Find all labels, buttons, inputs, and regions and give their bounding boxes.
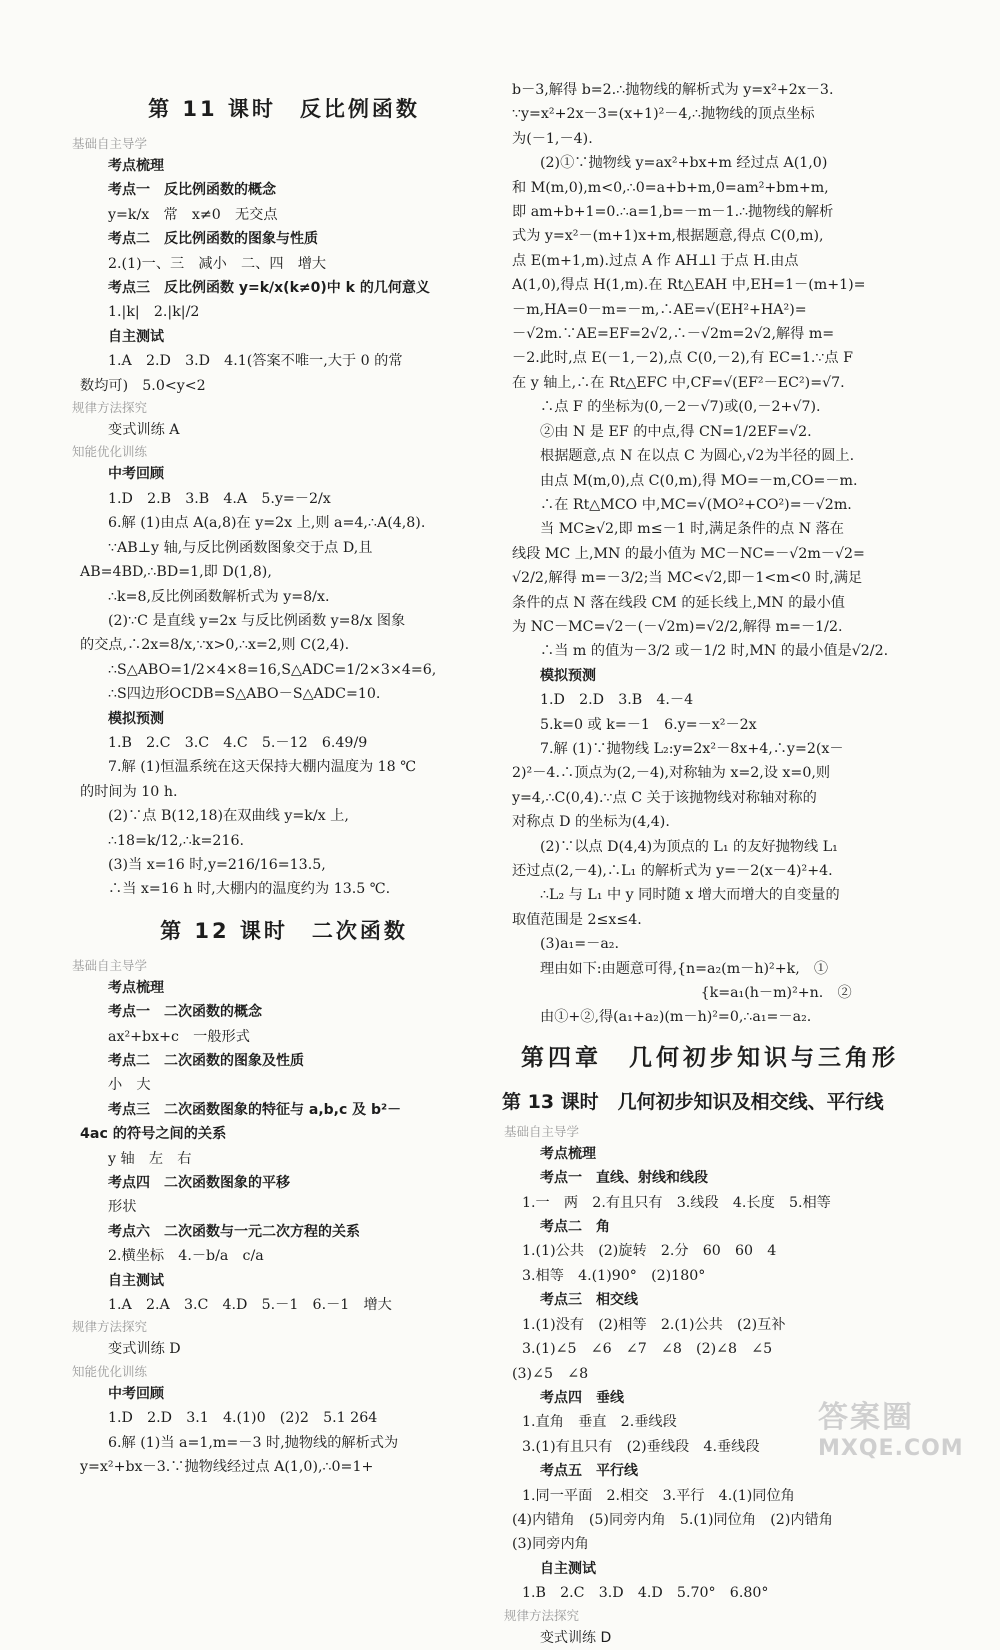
solution-line: ∵AB⊥y 轴,与反比例函数图象交于点 D,且 [108, 539, 373, 556]
solution-line: 当 MC≥√2,即 m≤－1 时,满足条件的点 N 落在 [540, 521, 844, 538]
solution-line: 为(－1,－4). [512, 130, 593, 147]
section-label: 规律方法探究 [72, 1319, 148, 1335]
answer-line: 1.一 两 2.有且只有 3.线段 4.长度 5.相等 [522, 1194, 831, 1211]
solution-line: 在 y 轴上,∴在 Rt△EFC 中,CF=√(EF²－EC²)=√7. [512, 374, 845, 391]
answer-line: 1.D 2.D 3.B 4.－4 [540, 692, 694, 709]
watermark-logo [818, 1392, 968, 1462]
solution-line: AB=4BD,∴BD=1,即 D(1,8), [80, 564, 272, 581]
heading: 考点五 平行线 [540, 1463, 638, 1480]
answer-line: 1.|k| 2.|k|/2 [108, 304, 200, 321]
lesson-11-title: 第 11 课时 反比例函数 [148, 97, 420, 121]
solution-line: 2)²－4.∴顶点为(2,－4),对称轴为 x=2,设 x=0,则 [512, 765, 831, 782]
solution-line: (3)a₁=－a₂. [540, 936, 619, 953]
section-label: 知能优化训练 [72, 1363, 148, 1379]
solution-line: ∴S四边形OCDB=S△ABO－S△ADC=10. [108, 686, 381, 703]
solution-line: ∴L₂ 与 L₁ 中 y 同时随 x 增大而增大的自变量的 [540, 887, 840, 904]
answer-line: 变式训练 D [540, 1629, 612, 1646]
solution-line: －2.此时,点 E(－1,－2),点 C(0,－2),有 EC=1.∵点 F [512, 350, 853, 367]
heading: 考点一 直线、射线和线段 [540, 1170, 708, 1187]
heading: 中考回顾 [108, 1385, 164, 1402]
left-column [72, 80, 488, 1480]
solution-line: 还过点(2,－4),∴L₁ 的解析式为 y=－2(x－4)²+4. [512, 863, 833, 879]
solution-line: (3)当 x=16 时,y=216/16=13.5, [108, 856, 326, 873]
solution-line: 点 E(m+1,m).过点 A 作 AH⊥l 于点 H.由点 [512, 252, 799, 269]
solution-line: y=x²+bx－3.∵抛物线经过点 A(1,0),∴0=1+ [80, 1459, 374, 1476]
answer-line: 2.横坐标 4.－b/a c/a [108, 1248, 264, 1265]
solution-line: √2/2,解得 m=－3/2;当 MC<√2,即－1<m<0 时,满足 [512, 570, 863, 587]
heading: 考点二 二次函数的图象及性质 [108, 1053, 304, 1069]
solution-line: ∴点 F 的坐标为(0,－2－√7)或(0,－2+√7). [540, 399, 821, 416]
solution-line: 式为 y=x²－(m+1)x+m,根据题意,得点 C(0,m), [512, 228, 824, 245]
solution-line: 7.解 (1)恒温系统在这天保持大棚内温度为 18 ℃ [108, 759, 417, 776]
answer-line: 变式训练 D [108, 1341, 181, 1358]
section-label: 规律方法探究 [504, 1607, 580, 1623]
heading: 模拟预测 [108, 710, 164, 727]
solution-line: y=4,∴C(0,4).∵点 C 关于该抛物线对称轴对称的 [512, 789, 817, 806]
solution-line: 即 am+b+1=0.∴a=1,b=－m－1.∴抛物线的解析 [512, 204, 834, 221]
solution-line: b－3,解得 b=2.∴抛物线的解析式为 y=x²+2x－3. [512, 82, 834, 98]
solution-line: 和 M(m,0),m<0,∴0=a+b+m,0=am²+bm+m, [512, 179, 829, 196]
answer-line: 小 大 [108, 1077, 151, 1094]
answer-line: 1.(1)没有 (2)相等 2.(1)公共 (2)互补 [522, 1316, 786, 1333]
solution-line: 对称点 D 的坐标为(4,4). [512, 814, 670, 831]
answer-line: 2.(1)一、三 减小 二、四 增大 [108, 255, 327, 272]
answer-line: y=k/x 常 x≠0 无交点 [108, 206, 278, 223]
heading: 考点六 二次函数与一元二次方程的关系 [108, 1223, 360, 1240]
answer-line: 3.相等 4.(1)90° (2)180° [522, 1267, 706, 1284]
answer-line: 变式训练 A [108, 422, 180, 439]
section-label: 基础自主导学 [72, 136, 148, 151]
solution-line: ∴18=k/12,∴k=216. [108, 832, 245, 849]
solution-line: (2)∵以点 D(4,4)为顶点的 L₁ 的友好抛物线 L₁ [540, 838, 838, 855]
answer-line: (4)内错角 (5)同旁内角 5.(1)同位角 (2)内错角 [512, 1511, 833, 1528]
heading: 模拟预测 [540, 667, 596, 684]
heading: 4ac 的符号之间的关系 [80, 1126, 227, 1143]
watermark-url: MXQE.COM [818, 1436, 964, 1461]
lesson-13-title: 第 13 课时 几何初步知识及相交线、平行线 [502, 1090, 884, 1113]
heading: 考点三 反比例函数 y=k/x(k≠0)中 k 的几何意义 [108, 280, 430, 297]
section-label: 基础自主导学 [504, 1123, 580, 1139]
answer-line: (3)同旁内角 [512, 1536, 589, 1553]
heading: 考点二 反比例函数的图象与性质 [108, 231, 318, 248]
answer-line: 1.D 2.B 3.B 4.A 5.y=－2/x [108, 490, 331, 507]
solution-line: 为 NC－MC=√2－(－√2m)=√2/2,解得 m=－1/2. [512, 618, 843, 635]
solution-line: (2)①∵抛物线 y=ax²+bx+m 经过点 A(1,0) [540, 155, 828, 172]
solution-line: ∴当 m 的值为－3/2 或－1/2 时,MN 的最小值是√2/2. [540, 643, 889, 660]
solution-line: 的时间为 10 h. [80, 783, 178, 800]
answer-line: ax²+bx+c 一般形式 [108, 1028, 250, 1045]
heading: 自主测试 [108, 1272, 164, 1289]
answer-line: 1.B 2.C 3.D 4.D 5.70° 6.80° [522, 1585, 769, 1602]
heading: 考点四 垂线 [540, 1389, 624, 1406]
heading: 自主测试 [540, 1560, 596, 1577]
answer-line: 1.A 2.D 3.D 4.1(答案不唯一,大于 0 的常 [108, 353, 403, 370]
solution-line: －m,HA=0－m=－m,∴AE=√(EH²+HA²)= [512, 301, 807, 318]
heading: 考点三 相交线 [540, 1292, 638, 1309]
solution-line: A(1,0),得点 H(1,m).在 Rt△EAH 中,EH=1－(m+1)= [512, 277, 866, 294]
solution-line: 7.解 (1)∵抛物线 L₂:y=2x²－8x+4,∴y=2(x－ [540, 740, 844, 757]
heading: 考点一 二次函数的概念 [108, 1004, 262, 1021]
solution-line: ∴在 Rt△MCO 中,MC=√(MO²+CO²)=－√2m. [540, 496, 852, 513]
solution-line: 6.解 (1)当 a=1,m=－3 时,抛物线的解析式为 [108, 1434, 399, 1451]
heading: 考点四 二次函数图象的平移 [108, 1175, 290, 1192]
solution-line: 由点 M(m,0),点 C(0,m),得 MO=－m,CO=－m. [540, 472, 858, 489]
answer-line: 1.D 2.D 3.1 4.(1)0 (2)2 5.1 264 [108, 1410, 378, 1427]
solution-line: {k=a₁(h－m)²+n. ② [540, 985, 852, 1002]
solution-line: (2)∵点 B(12,18)在双曲线 y=k/x 上, [108, 808, 349, 825]
heading: 考点梳理 [108, 979, 164, 996]
solution-line: 理由如下:由题意可得,{n=a₂(m－h)²+k, ① [540, 960, 829, 977]
lesson-12-title: 第 12 课时 二次函数 [160, 918, 408, 943]
solution-line: 的交点,∴2x=8/x,∵x>0,∴x=2,则 C(2,4). [80, 637, 350, 654]
solution-line: 线段 MC 上,MN 的最小值为 MC－NC=－√2m－√2= [512, 545, 865, 562]
solution-line: (2)∵C 是直线 y=2x 与反比例函数 y=8/x 图象 [108, 612, 406, 629]
answer-line: 形状 [108, 1199, 137, 1216]
solution-line: 由①+②,得(a₁+a₂)(m－h)²=0,∴a₁=－a₂. [540, 1009, 812, 1026]
solution-line: ∴当 x=16 h 时,大棚内的温度约为 13.5 ℃. [108, 881, 391, 898]
heading: 自主测试 [108, 328, 164, 345]
solution-line: 根据题意,点 N 在以点 C 为圆心,√2为半径的圆上. [540, 448, 855, 465]
solution-line: 6.解 (1)由点 A(a,8)在 y=2x 上,则 a=4,∴A(4,8). [108, 515, 426, 532]
answer-line: 1.直角 垂直 2.垂线段 [522, 1414, 677, 1431]
solution-line: ②由 N 是 EF 的中点,得 CN=1/2EF=√2. [540, 423, 812, 440]
heading: 考点二 角 [540, 1219, 610, 1236]
answer-line: 数均可) 5.0<y<2 [80, 377, 206, 394]
heading: 考点梳理 [108, 158, 164, 174]
section-label: 基础自主导学 [72, 957, 148, 973]
solution-line: ∴k=8,反比例函数解析式为 y=8/x. [108, 588, 330, 605]
section-label: 规律方法探究 [72, 400, 148, 416]
answer-line: 3.(1)有且只有 (2)垂线段 4.垂线段 [522, 1438, 760, 1455]
heading: 中考回顾 [108, 466, 164, 483]
solution-line: －√2m.∵AE=EF=2√2,∴－√2m=2√2,解得 m= [512, 326, 835, 343]
answer-line: 1.B 2.C 3.C 4.C 5.－12 6.49/9 [108, 734, 368, 751]
section-label: 知能优化训练 [72, 444, 148, 460]
heading: 考点三 二次函数图象的特征与 a,b,c 及 b²－ [108, 1101, 402, 1118]
solution-line: 取值范围是 2≤x≤4. [512, 911, 642, 928]
answer-line: 5.k=0 或 k=－1 6.y=－x²－2x [540, 716, 757, 733]
heading: 考点一 反比例函数的概念 [108, 182, 276, 199]
answer-line: 1.同一平面 2.相交 3.平行 4.(1)同位角 [522, 1487, 795, 1504]
solution-line: 条件的点 N 落在线段 CM 的延长线上,MN 的最小值 [512, 594, 845, 611]
answer-line: 3.(1)∠5 ∠6 ∠7 ∠8 (2)∠8 ∠5 [522, 1341, 773, 1358]
answer-line: (3)∠5 ∠8 [512, 1365, 589, 1382]
solution-line: ∵y=x²+2x－3=(x+1)²－4,∴抛物线的顶点坐标 [512, 106, 815, 123]
chapter-4-title: 第四章 几何初步知识与三角形 [521, 1044, 899, 1071]
answer-line: 1.A 2.A 3.C 4.D 5.－1 6.－1 增大 [108, 1297, 392, 1314]
watermark-text: 答案圈 [818, 1400, 914, 1435]
heading: 考点梳理 [540, 1145, 596, 1162]
answer-line: 1.(1)公共 (2)旋转 2.分 60 60 4 [522, 1243, 777, 1260]
answer-line: y 轴 左 右 [108, 1150, 192, 1167]
solution-line: ∴S△ABO=1/2×4×8=16,S△ADC=1/2×3×4=6, [108, 661, 437, 678]
